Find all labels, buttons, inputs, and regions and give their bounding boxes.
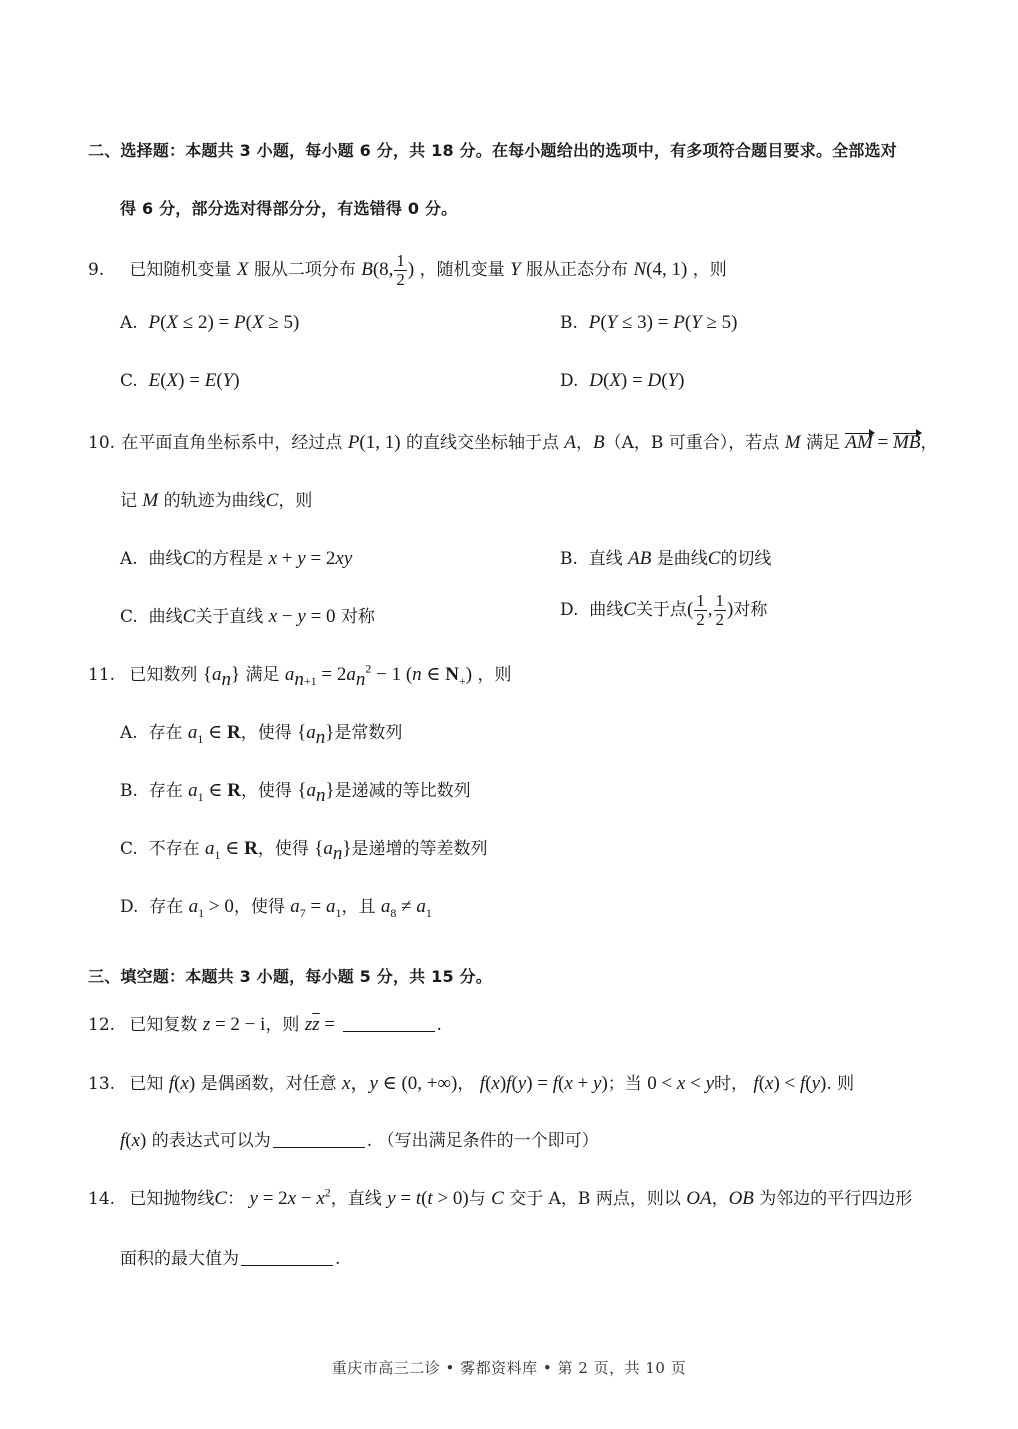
- q9-option-d: D. D(X) = D(Y): [560, 370, 685, 391]
- question-14-cont: 面积的最大值为 .: [120, 1249, 341, 1269]
- q11-option-a: A. 存在 $a_1$ ∈ R，使得 $\{a_n\}$是常数列: [120, 722, 403, 748]
- question-number: 10.: [88, 433, 116, 453]
- question-number: 9.: [88, 259, 105, 280]
- answer-blank[interactable]: [343, 1015, 435, 1032]
- normal-dist: N(4, 1): [633, 258, 688, 280]
- answer-blank[interactable]: [273, 1131, 365, 1148]
- question-14: 14. 已知抛物线C： $y = 2x - x^2$，直线 y = t(t > 0)与 C 交于 A，B 两点，则以 OA，OB 为邻边的平行四边形: [88, 1185, 913, 1209]
- section-3-heading: 三、填空题：本题共 3 小题，每小题 5 分，共 15 分。: [88, 967, 492, 986]
- question-number: 14.: [88, 1189, 116, 1209]
- binomial: B(8,: [361, 258, 394, 280]
- q9-option-c: C. E(X) = E(Y): [120, 370, 240, 391]
- question-10-cont: 记 M 的轨迹为曲线C，则: [120, 490, 313, 511]
- answer-blank[interactable]: [241, 1249, 333, 1266]
- q10-option-c: C. 曲线C关于直线 x − y = 0 对称: [120, 606, 375, 627]
- question-11: 11. 已知数列 $\{a_n\}$ 满足 $a_{n+1} = 2a_n^2 - 1$ (n ∈ $N_+$) ，则: [88, 661, 512, 690]
- q10-option-a: A. 曲线C的方程是 x + y = 2xy: [120, 548, 353, 569]
- question-12: 12. 已知复数 z = 2 − i，则 $z\overline{z}$ = .: [88, 1014, 442, 1035]
- q9-option-b: B. P(Y ≤ 3) = P(Y ≥ 5): [560, 312, 738, 333]
- section-2-heading: 二、选择题：本题共 3 小题，每小题 6 分，共 18 分。在每小题给出的选项中，有多项符合题目要求。全部选对: [88, 141, 897, 160]
- q11-option-d: D. 存在 $a_1 > 0$，使得 $a_7 = a_1$，且 $a_8 \ne a_1$: [120, 896, 432, 920]
- q11-option-b: B. 存在 $a_1$ ∈ R，使得 $\{a_n\}$是递减的等比数列: [120, 780, 471, 806]
- fraction: $\frac{1}{2}$: [396, 251, 405, 289]
- question-number: 12.: [88, 1015, 116, 1035]
- q9-option-a: A. P(X ≤ 2) = P(X ≥ 5): [120, 312, 300, 333]
- q10-option-b: B. 直线 AB 是曲线C的切线: [560, 548, 772, 569]
- vector-equation: AM = MB: [845, 432, 921, 453]
- question-number: 11.: [88, 665, 116, 685]
- page-footer: 重庆市高三二诊 • 雾都资料库 • 第 2 页，共 10 页: [331, 1359, 687, 1377]
- question-13-cont: f(x) 的表达式可以为 . （写出满足条件的一个即可）: [120, 1130, 599, 1151]
- q10-option-d: D. 曲线C关于点( $\frac{1}{2}$ , $\frac{1}{2}$ )对称: [560, 591, 768, 629]
- question-13: 13. 已知 f(x) 是偶函数，对任意 x，y ∈ (0, +∞)， f(x)f(y) = f(x + y)；当 0 < x < y时， f(x) < f(y). 则: [88, 1073, 855, 1094]
- question-10: 10. 在平面直角坐标系中，经过点 P(1, 1) 的直线交坐标轴于点 A，B（A，B 可重合），若点 M 满足 AM = MB，: [88, 432, 938, 453]
- var-y: Y: [510, 258, 521, 280]
- section-2-heading-cont: 得 6 分，部分选对得部分分，有选错得 0 分。: [120, 199, 458, 218]
- var-x: X: [236, 258, 249, 280]
- question-number: 13.: [88, 1074, 116, 1094]
- question-9: 9. 已知随机变量 X 服从二项分布 B(8, $\frac{1}{2}$ ) ，随机变量 Y 服从正态分布 N(4, 1) ，则: [88, 251, 727, 289]
- q11-option-c: C. 不存在 $a_1$ ∈ R，使得 $\{a_n\}$是递增的等差数列: [120, 838, 488, 864]
